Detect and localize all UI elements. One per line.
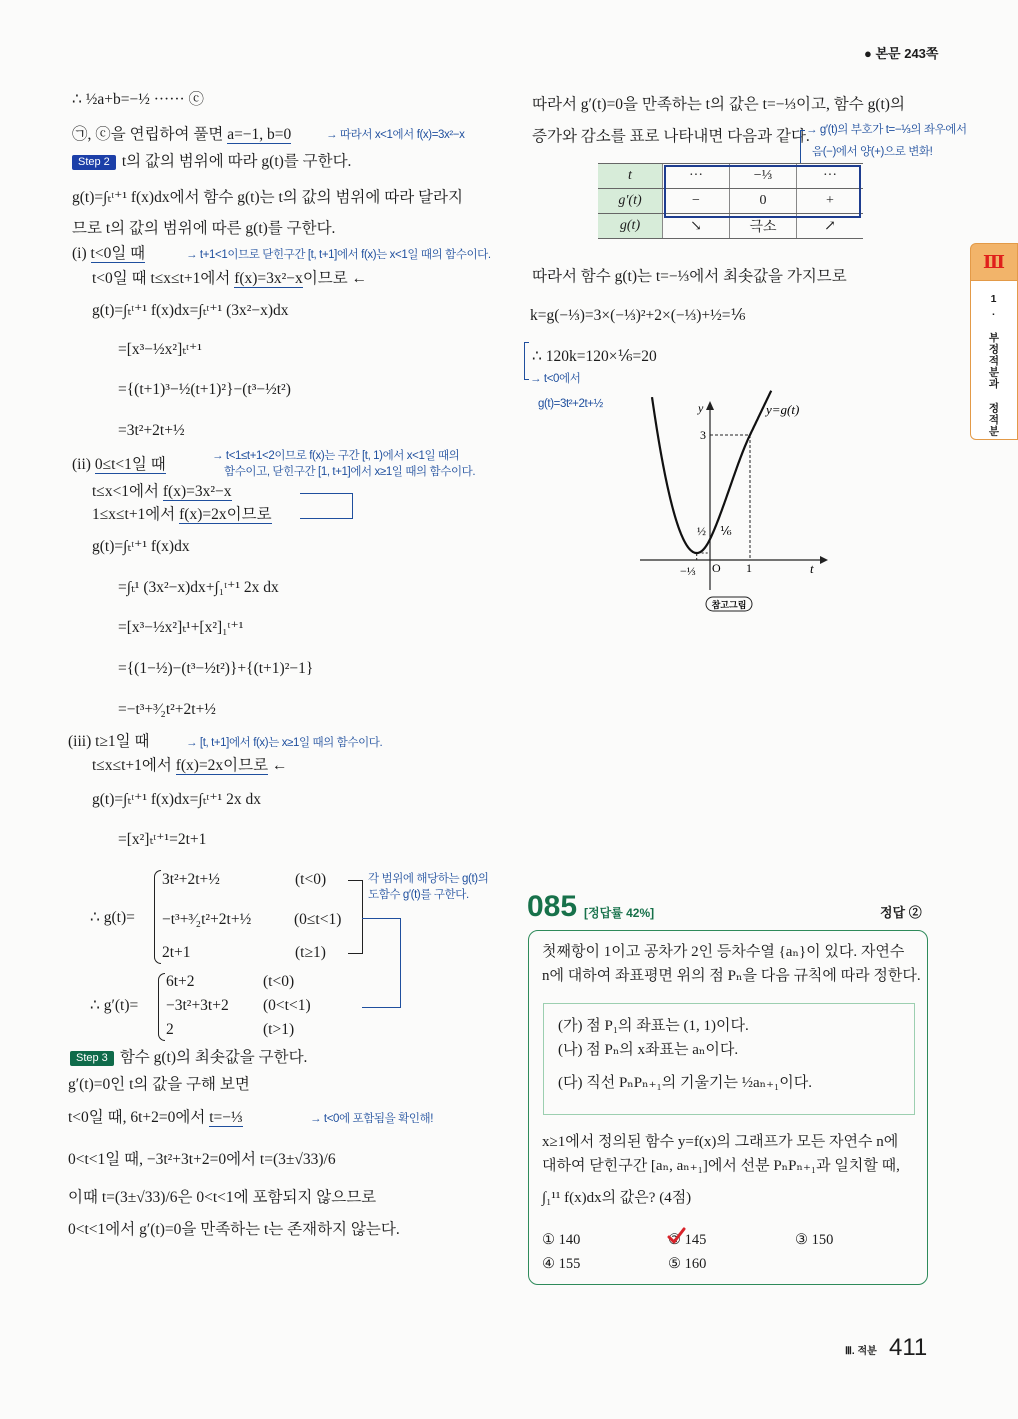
case-i-condition: t<0일 때 bbox=[90, 245, 146, 262]
gprime-lhs: ∴ g′(t)= bbox=[90, 997, 139, 1014]
t-label: t bbox=[810, 561, 814, 576]
table-cell: 0 bbox=[730, 189, 797, 214]
case-ii-heading bbox=[72, 455, 166, 475]
table-cell: ··· bbox=[663, 164, 730, 189]
case-cond: (t>1) bbox=[263, 1021, 295, 1038]
text: t<0일 때, 6t+2=0에서 bbox=[68, 1109, 210, 1126]
note-derivative-1: 각 범위에 해당하는 g(t)의 bbox=[368, 873, 489, 885]
problem-number: 085 bbox=[527, 890, 578, 923]
origin-label: O bbox=[712, 561, 721, 575]
reference-text: 본문 243쪽 bbox=[875, 46, 939, 61]
tick-3: 3 bbox=[700, 428, 706, 442]
footer-section: Ⅲ. 적분 bbox=[845, 1346, 877, 1357]
table-header: g(t) bbox=[598, 214, 663, 239]
problem-text: n에 대하여 좌표평면 위의 점 Pₙ을 다음 규칙에 따라 정한다. bbox=[542, 968, 921, 984]
step2-badge: Step 2 bbox=[72, 155, 116, 170]
chapter-tab bbox=[970, 243, 1018, 440]
solution-ab: a=−1, b=0 bbox=[227, 126, 292, 143]
text: (ii) bbox=[72, 456, 95, 473]
step2-title: t의 값의 범위에 따라 g(t)를 구한다. bbox=[121, 153, 352, 170]
solve-line bbox=[72, 125, 291, 145]
connector-line bbox=[362, 918, 401, 1008]
case-cond: (0<t<1) bbox=[263, 997, 311, 1014]
math-line: g(t)=∫ₜᵗ⁺¹ f(x)dx=∫ₜᵗ⁺¹ (3x²−x)dx bbox=[92, 302, 289, 319]
g-lhs: ∴ g(t)= bbox=[90, 909, 135, 926]
root: t=−⅓ bbox=[209, 1109, 243, 1126]
step3-heading bbox=[70, 1048, 307, 1068]
math-line: =[x³−½x²]ₜ¹+[x²]₁ᵗ⁺¹ bbox=[118, 619, 244, 636]
case-cond: (t≥1) bbox=[295, 944, 326, 961]
math-line: g(t)=∫ₜᵗ⁺¹ f(x)dx bbox=[92, 538, 190, 555]
connector-line bbox=[800, 130, 805, 164]
connector-line bbox=[300, 493, 353, 519]
case-ii-fx1 bbox=[92, 482, 232, 502]
text: t≤x≤t+1에서 bbox=[92, 757, 176, 774]
text-line: 0<t<1에서 g′(t)=0을 만족하는 t는 존재하지 않는다. bbox=[68, 1221, 400, 1238]
chapter-roman: Ⅲ bbox=[970, 243, 1018, 281]
problem-text: 첫째항이 1이고 공차가 2인 등차수열 {aₙ}이 있다. 자연수 bbox=[542, 944, 905, 960]
note-sign-change-2: 음(−)에서 양(+)으로 변화! bbox=[812, 146, 933, 158]
table-cell: −⅓ bbox=[730, 164, 797, 189]
connector-line bbox=[348, 880, 363, 954]
case-cond: (0≤t<1) bbox=[294, 911, 342, 928]
case-iii-heading: (iii) t≥1일 때 bbox=[68, 733, 150, 750]
text-line: 이때 t=(3±√33)/6은 0<t<1에 포함되지 않으므로 bbox=[68, 1189, 377, 1206]
text-line bbox=[68, 1108, 243, 1128]
page-number: 411 bbox=[889, 1334, 928, 1361]
text: (i) bbox=[72, 245, 91, 262]
case-ii-fx2 bbox=[92, 505, 272, 525]
curve-label: y=g(t) bbox=[766, 402, 800, 417]
note-derivative-2: 도함수 g′(t)를 구한다. bbox=[368, 889, 469, 901]
case-expr: 3t²+2t+½ bbox=[162, 871, 220, 888]
table-cell: − bbox=[663, 189, 730, 214]
text-line: 따라서 g′(t)=0을 만족하는 t의 값은 t=−⅓이고, 함수 g(t)의 bbox=[532, 96, 905, 113]
t-axis-arrow-icon bbox=[820, 556, 828, 564]
tick-sixth: ⅙ bbox=[720, 524, 732, 538]
rule-item: (나) 점 Pₙ의 x좌표는 aₙ이다. bbox=[558, 1042, 739, 1058]
question-text: x≥1에서 정의된 함수 y=f(x)의 그래프가 모든 자연수 n에 bbox=[542, 1134, 899, 1150]
guide-line bbox=[697, 553, 710, 560]
circle-bullet-icon: ● bbox=[864, 46, 872, 61]
text: 1≤x≤t+1에서 bbox=[92, 506, 180, 523]
text: ← bbox=[268, 757, 288, 774]
brace bbox=[158, 973, 165, 1041]
k-equation: k=g(−⅓)=3×(−⅓)²+2×(−⅓)+½=⅙ bbox=[530, 307, 746, 324]
chapter-title-box bbox=[970, 281, 1018, 440]
tick-neg-third: −⅓ bbox=[680, 564, 696, 578]
rule-item: (가) 점 P₁의 좌표는 (1, 1)이다. bbox=[558, 1018, 749, 1034]
note-g-formula: g(t)=3t²+2t+½ bbox=[538, 398, 603, 410]
table-cell: 극소 bbox=[730, 214, 797, 239]
note-sign-change-1: → g′(t)의 부호가 t=−⅓의 좌우에서 bbox=[806, 124, 967, 136]
brace bbox=[154, 870, 161, 964]
choice-3[interactable]: ③ 150 bbox=[795, 1232, 834, 1248]
note-case-i: → t+1<1이므로 닫힌구간 [t, t+1]에서 f(x)는 x<1일 때의 함수이다. bbox=[186, 249, 491, 261]
chapter-title: 1. 부정적분과 정적분 bbox=[987, 293, 1000, 437]
question-text: 대하여 닫힌구간 [aₙ, aₙ₊₁]에서 선분 PₙPₙ₊₁과 일치할 때, bbox=[542, 1158, 900, 1174]
text-line: 0<t<1일 때, −3t²+3t+2=0에서 t=(3±√33)/6 bbox=[68, 1151, 336, 1168]
choice-5[interactable]: ⑤ 160 bbox=[668, 1256, 707, 1272]
graph-g bbox=[620, 390, 840, 620]
case-expr: 6t+2 bbox=[166, 973, 195, 990]
y-label: y bbox=[698, 401, 704, 415]
table-header: g′(t) bbox=[598, 189, 663, 214]
tick-half: ½ bbox=[697, 524, 706, 538]
note-check: → t<0에 포함됨을 확인해! bbox=[310, 1113, 434, 1125]
equation-c: ∴ ½a+b=−½ ······ ⓒ bbox=[72, 91, 205, 108]
highlight-box bbox=[664, 165, 861, 218]
math-line: =[x³−½x²]ₜᵗ⁺¹ bbox=[118, 341, 202, 358]
fx: f(x)=3x²−x bbox=[234, 270, 303, 287]
choice-1[interactable]: ① 140 bbox=[542, 1232, 581, 1248]
table-cell: ↗ bbox=[797, 214, 864, 239]
math-line: =−t³+³⁄₂t²+2t+½ bbox=[118, 701, 216, 718]
step3-title: 함수 g(t)의 최솟값을 구한다. bbox=[119, 1049, 308, 1066]
case-i-fx bbox=[92, 269, 367, 289]
table-cell: ↘ bbox=[663, 214, 730, 239]
math-line: ={(t+1)³−½(t+1)²}−(t³−½t²) bbox=[118, 381, 291, 398]
table-cell: ··· bbox=[797, 164, 864, 189]
text-line: g(t)=∫ₜᵗ⁺¹ f(x)dx에서 함수 g(t)는 t의 값의 범위에 따라 달라지 bbox=[72, 189, 463, 206]
note-fx: → 따라서 x<1에서 f(x)=3x²−x bbox=[326, 129, 465, 141]
y-axis-arrow-icon bbox=[706, 401, 714, 410]
text: 이므로 ← bbox=[302, 270, 368, 287]
text: t<0일 때 t≤x≤t+1에서 bbox=[92, 270, 235, 287]
page-reference bbox=[864, 44, 938, 64]
case-cond: (t<0) bbox=[263, 973, 295, 990]
answer-line: ∴ 120k=120×⅙=20 bbox=[532, 348, 657, 365]
text-line: 따라서 함수 g(t)는 t=−⅓에서 최솟값을 가지므로 bbox=[532, 268, 847, 285]
step3-badge: Step 3 bbox=[70, 1051, 114, 1066]
figure-caption: 참고그림 bbox=[711, 600, 747, 610]
fx: f(x)=3x²−x bbox=[162, 483, 232, 500]
answer-label: 정답 ② bbox=[880, 905, 922, 920]
checkmark-icon bbox=[666, 1226, 686, 1246]
tick-1: 1 bbox=[746, 561, 752, 575]
guide-line bbox=[710, 435, 750, 560]
case-expr: 2 bbox=[166, 1021, 174, 1038]
case-i-heading bbox=[72, 244, 145, 264]
math-line: =∫ₜ¹ (3x²−x)dx+∫₁ᵗ⁺¹ 2x dx bbox=[118, 579, 279, 596]
curve-g bbox=[652, 391, 771, 553]
case-iii-fx bbox=[92, 756, 287, 776]
math-line: =3t²+2t+½ bbox=[118, 422, 185, 439]
math-line: g(t)=∫ₜᵗ⁺¹ f(x)dx=∫ₜᵗ⁺¹ 2x dx bbox=[92, 791, 261, 808]
question-text: ∫₁¹¹ f(x)dx의 값은? (4점) bbox=[542, 1190, 692, 1206]
text-line: 증가와 감소를 표로 나타내면 다음과 같다. bbox=[532, 128, 810, 145]
table-cell: + bbox=[797, 189, 864, 214]
case-expr: −t³+³⁄₂t²+2t+½ bbox=[162, 911, 252, 928]
case-cond: (t<0) bbox=[295, 871, 327, 888]
rule-item: (다) 직선 PₙPₙ₊₁의 기울기는 ½aₙ₊₁이다. bbox=[558, 1075, 812, 1091]
note-case-iii: → [t, t+1]에서 f(x)는 x≥1일 때의 함수이다. bbox=[186, 737, 383, 749]
math-line: =[x²]ₜᵗ⁺¹=2t+1 bbox=[118, 831, 207, 848]
text: t≤x<1에서 bbox=[92, 483, 163, 500]
text: ㉠, ⓒ을 연립하여 풀면 bbox=[72, 126, 228, 143]
choice-2[interactable] bbox=[668, 1230, 706, 1250]
fx: f(x)=2x이므로 bbox=[179, 506, 272, 523]
case-ii-condition: 0≤t<1일 때 bbox=[94, 456, 166, 473]
table-header: t bbox=[598, 164, 663, 189]
note-case-ii-1: → t<1≤t+1<2이므로 f(x)는 구간 [t, 1)에서 x<1일 때의 bbox=[212, 450, 460, 462]
step2-heading bbox=[72, 152, 351, 172]
text-line: g′(t)=0인 t의 값을 구해 보면 bbox=[68, 1076, 250, 1093]
note-case-ii-2: 함수이고, 닫힌구간 [1, t+1]에서 x≥1일 때의 함수이다. bbox=[224, 466, 476, 478]
connector-line bbox=[524, 342, 529, 380]
choice-text: ② 145 bbox=[668, 1232, 707, 1248]
math-line: ={(1−½)−(t³−½t²)}+{(t+1)²−1} bbox=[118, 660, 314, 677]
case-expr: −3t²+3t+2 bbox=[166, 997, 229, 1014]
fx: f(x)=2x이므로 bbox=[175, 757, 269, 774]
text-line: 므로 t의 값의 범위에 따른 g(t)를 구한다. bbox=[72, 220, 336, 237]
case-expr: 2t+1 bbox=[162, 944, 191, 961]
correct-rate: [정답률 42%] bbox=[584, 906, 655, 920]
note-t-neg: → t<0에서 bbox=[530, 373, 581, 385]
choice-4[interactable]: ④ 155 bbox=[542, 1256, 581, 1272]
